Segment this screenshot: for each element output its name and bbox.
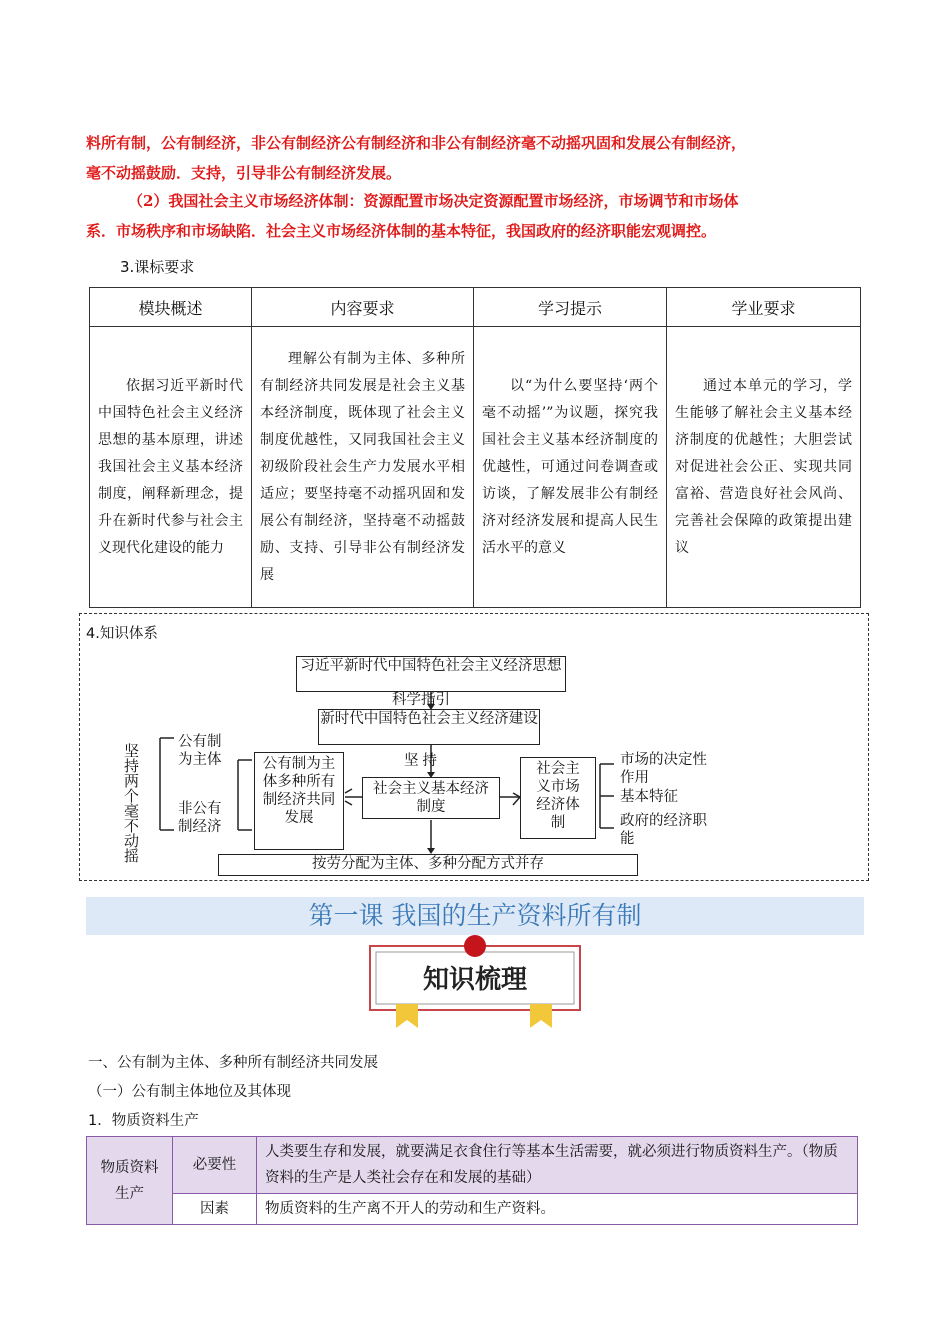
header-content: 内容要求	[252, 288, 474, 327]
curriculum-heading: 3.课标要求	[120, 258, 195, 276]
factor-label: 因素	[173, 1194, 257, 1225]
diagram-adhere-label: 坚持	[404, 753, 441, 769]
diagram-left-box: 公有制为主体多种所有制经济共同发展	[254, 752, 344, 850]
diagram-second-box: 新时代中国特色社会主义经济建设	[318, 709, 540, 745]
header-tips: 学习提示	[474, 288, 667, 327]
diagram-center-box: 社会主义基本经济制度	[362, 777, 500, 819]
diagram-right-box: 社会主义市场经济体制	[520, 757, 596, 839]
diagram-right-item-3: 政府的经济职能	[620, 813, 707, 847]
necessity-label: 必要性	[173, 1137, 257, 1194]
necessity-text: 人类要生存和发展，就要满足衣食住行等基本生活需要，就必须进行物质资料生产。（物质资料的生产是人类社会存在和发展的基础）	[257, 1137, 858, 1194]
diagram-right-item-2: 基本特征	[620, 789, 678, 805]
diagram-left-vertical: 坚持两个毫不动摇	[124, 742, 140, 865]
lesson-title-banner: 第一课 我国的生产资料所有制	[86, 897, 864, 935]
diagram-right-item-1: 市场的决定性作用	[620, 752, 707, 786]
knowledge-heading: 4.知识体系	[86, 626, 158, 642]
cell-content: 理解公有制为主体、多种所有制经济共同发展是社会主义基本经济制度，既体现了社会主义制度优越性，又同我国社会主义初级阶段社会生产力发展水平相适应；要坚持毫不动摇巩固和发展公有制经济，坚持毫不动摇鼓励、支持、引导非公有制经济发展	[252, 327, 474, 608]
diagram-top-box: 习近平新时代中国特色社会主义经济思想	[296, 656, 566, 692]
header-module: 模块概述	[90, 288, 252, 327]
section-1-1-1-title: 1．物质资料生产	[88, 1113, 199, 1129]
table-row	[87, 1194, 858, 1225]
diagram-guide-label: 科学指引	[392, 692, 450, 708]
diagram-bottom-box: 按劳分配为主体、多种分配方式并存	[218, 854, 638, 876]
cell-module: 依据习近平新时代中国特色社会主义经济思想的基本原理，讲述我国社会主义基本经济制度，阐释新理念，提升在新时代参与社会主义现代化建设的能力	[90, 327, 252, 608]
intro-line-2: 毫不动摇鼓励．支持，引导非公有制经济发展。	[86, 164, 402, 182]
intro-line-4: 系．市场秩序和市场缺陷．社会主义市场经济体制的基本特征，我国政府的经济职能宏观调控。	[86, 222, 717, 240]
factor-text: 物质资料的生产离不开人的劳动和生产资料。	[257, 1194, 858, 1225]
table-row	[87, 1137, 858, 1194]
section-1-title: 一、公有制为主体、多种所有制经济共同发展	[88, 1055, 378, 1071]
diagram-left-item-1: 公有制为主体	[178, 734, 222, 768]
cell-academic: 通过本单元的学习，学生能够了解社会主义基本经济制度的优越性；大胆尝试对促进社会公正、实现共同富裕、营造良好社会风尚、完善社会保障的政策提出建议	[667, 327, 861, 608]
material-row-header: 物质资料生产	[87, 1137, 173, 1225]
header-academic: 学业要求	[667, 288, 861, 327]
intro-line-1: 料所有制，公有制经济，非公有制经济公有制经济和非公有制经济毫不动摇巩固和发展公有制经济，	[86, 134, 747, 152]
section-1-1-title: （一）公有制主体地位及其体现	[88, 1084, 291, 1100]
badge-label: 知识梳理	[422, 965, 527, 995]
cell-tips: 以“为什么要坚持‘两个毫不动摇’”为议题，探究我国社会主义基本经济制度的优越性，可通过问卷调查或访谈，了解发展非公有制经济对经济发展和提高人民生活水平的意义	[474, 327, 667, 608]
diagram-left-item-2: 非公有制经济	[178, 801, 222, 835]
intro-line-3: （2）我国社会主义市场经济体制：资源配置市场决定资源配置市场经济，市场调节和市场体	[128, 192, 739, 210]
material-production-table	[86, 1136, 858, 1225]
